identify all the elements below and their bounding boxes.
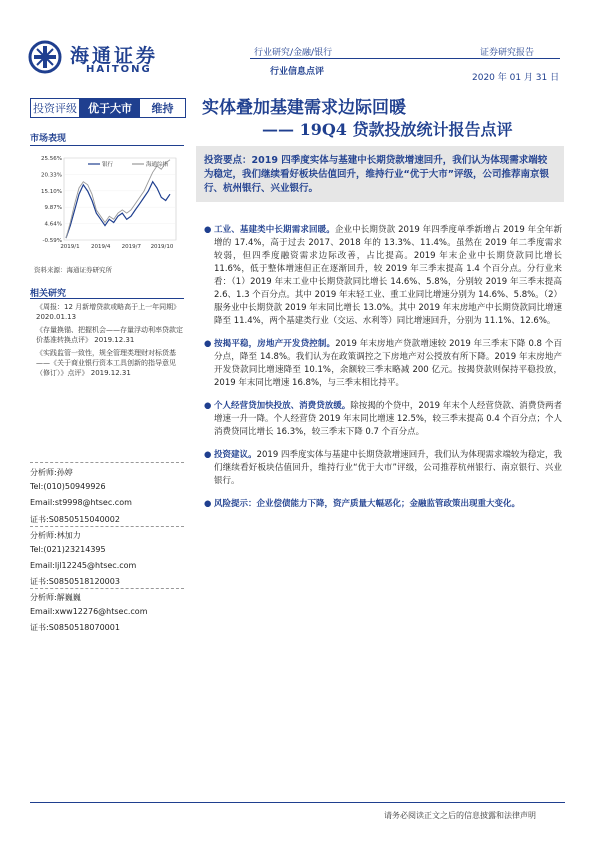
x-tick-label: 2019/1 bbox=[60, 244, 80, 250]
key-point bbox=[204, 498, 562, 511]
analyst-email[interactable]: Email:st9998@htsec.com bbox=[30, 498, 132, 507]
key-point-text: 2019 四季度实体与基建中长期贷款增速回升，我们认为体现需求端较为稳定，我们继续看好板块估值回升，维持行业“优于大市”评级，公司推荐杭州银行、南京银行、兴业银行。 bbox=[214, 450, 562, 486]
key-point-lead: 工业、基建类中长期需求回暖。 bbox=[214, 225, 335, 235]
key-point-lead: 个人经营贷加快投放、消费贷放缓。 bbox=[214, 401, 351, 411]
y-tick-label: 15.10% bbox=[41, 188, 62, 195]
report-subtitle: —— 19Q4 贷款投放统计报告点评 bbox=[262, 120, 513, 139]
related-item-date: 2020.01.13 bbox=[36, 313, 77, 321]
related-rule bbox=[30, 298, 184, 299]
bullet-icon: ● bbox=[204, 225, 212, 235]
key-point-lead: 风险提示： bbox=[214, 499, 257, 509]
key-point-text: 企业偿债能力下降，资产质量大幅恶化；金融监管政策出现重大变化。 bbox=[256, 499, 521, 509]
key-point-lead: 按揭平稳，房地产开发贷控制。 bbox=[214, 339, 336, 349]
analyst-tel: Tel:(010)50949926 bbox=[30, 482, 106, 491]
x-tick-label: 2019/10 bbox=[150, 244, 174, 250]
haitong-logo-icon bbox=[28, 40, 62, 74]
header-date: 2020 年 01 月 31 日 bbox=[472, 73, 560, 83]
analyst-email[interactable]: Email:ljl12245@htsec.com bbox=[30, 561, 137, 570]
y-tick-label: 20.33% bbox=[41, 172, 62, 179]
rating-bar bbox=[30, 98, 186, 118]
x-tick-label: 2019/4 bbox=[90, 244, 111, 250]
header-doc-type: 行业信息点评 bbox=[270, 67, 325, 77]
rating-label: 投资评级 bbox=[31, 99, 80, 117]
key-point bbox=[204, 224, 562, 328]
bullet-icon: ● bbox=[204, 401, 212, 411]
y-tick-label: 25.56% bbox=[41, 156, 62, 162]
market-heading: 市场表现 bbox=[30, 134, 67, 144]
analyst-name: 分析师:解巍巍 bbox=[30, 593, 81, 602]
chart-frame bbox=[64, 158, 176, 240]
header-rule bbox=[250, 58, 560, 59]
analyst-tel: Tel:(021)23214395 bbox=[30, 545, 106, 554]
analyst-cert: 证书:S0850518070001 bbox=[30, 623, 120, 632]
x-tick-label: 2019/7 bbox=[121, 244, 142, 250]
related-heading: 相关研究 bbox=[30, 289, 67, 299]
market-rule bbox=[30, 145, 184, 146]
key-point bbox=[204, 338, 562, 390]
analyst-cert: 证书:S0850515040002 bbox=[30, 515, 120, 524]
rating-value: 优于大市 bbox=[80, 99, 140, 117]
bullet-icon: ● bbox=[204, 450, 212, 460]
series-line-1 bbox=[66, 160, 170, 238]
brand-name-cn: 海通证券 bbox=[70, 45, 159, 67]
y-tick-label: 9.87% bbox=[44, 205, 62, 212]
series-line-0 bbox=[66, 182, 170, 238]
rating-change: 维持 bbox=[151, 102, 174, 115]
related-list bbox=[36, 302, 186, 378]
analyst-name: 分析师:孙婷 bbox=[30, 468, 73, 477]
related-item[interactable] bbox=[36, 348, 186, 378]
legend-label: 海通综指 bbox=[146, 162, 169, 168]
analyst-divider bbox=[30, 462, 184, 463]
report-title: 实体叠加基建需求边际回暖 bbox=[202, 98, 406, 118]
analyst-divider bbox=[30, 588, 184, 589]
analyst-divider bbox=[30, 526, 184, 527]
related-item-date: 2019.12.31 bbox=[90, 369, 131, 377]
legend-label: 银行 bbox=[102, 162, 114, 168]
key-point bbox=[204, 449, 562, 488]
related-item[interactable] bbox=[36, 302, 186, 322]
key-point-text: 2019 年末房地产贷款增速较 2019 年三季末下降 0.8 个百分点，降至 14.8%。我们认为在政策调控之下房地产对公授放有所下降。2019 年末房地产开发贷款同比增速降至 10.1%，余额较三季末略减 200 亿元。按揭贷款则保持平稳投放，2019 年末同比增速 16.8%，与三季末相比持平。 bbox=[214, 339, 562, 388]
bullet-icon: ● bbox=[204, 499, 212, 509]
footer-rule bbox=[30, 802, 565, 803]
analyst-name: 分析师:林加力 bbox=[30, 531, 81, 540]
related-item-title: 《实践监管一致性，规全管理类理财对标货基——《关于商业银行资本工具创新的指导意见（修订）》点评》 bbox=[36, 349, 176, 377]
related-item-title: 《周报：12 月新增贷款或略高于上一年同期》 bbox=[36, 303, 181, 311]
market-performance-chart bbox=[30, 150, 184, 258]
header-report-label: 证券研究报告 bbox=[480, 48, 535, 58]
key-point-lead: 投资建议。 bbox=[214, 450, 257, 460]
related-item-date: 2019.12.31 bbox=[94, 336, 135, 344]
analyst-cert: 证书:S0850518120003 bbox=[30, 577, 120, 586]
investment-summary: 投资要点：2019 四季度实体与基建中长期贷款增速回升，我们认为体现需求端较为稳定，我们继续看好板块估值回升，维持行业“优于大市”评级，公司推荐南京银行、杭州银行、兴业银行。 bbox=[196, 146, 564, 202]
brand-name-en: HAITONG bbox=[86, 64, 152, 75]
related-item-title: 《存量换锚、把握机会——存量浮动利率贷款定价基准转换点评》 bbox=[36, 326, 183, 344]
analyst-email[interactable]: Email:xww12276@htsec.com bbox=[30, 607, 148, 616]
footer-disclaimer: 请务必阅读正文之后的信息披露和法律声明 bbox=[384, 811, 536, 820]
y-tick-label: -0.59% bbox=[42, 238, 62, 244]
chart-source: 资料来源：海通证券研究所 bbox=[34, 266, 112, 274]
key-points bbox=[204, 224, 562, 521]
bullet-icon: ● bbox=[204, 339, 212, 349]
y-tick-label: 4.64% bbox=[44, 221, 62, 228]
header-category: 行业研究/金融/银行 bbox=[254, 48, 333, 58]
key-point-text: 企业中长期贷款 2019 年四季度单季新增占 2019 年全年新增的 17.4%，高于过去 2017、2018 年的 13.3%、11.4%。虽然在 2019 年二季度需求较弱，但四季度融资需求边际改善，占比提高。2019 年末企业中长期贷款同比增长 11.6%，低于整体增速但正在逐渐回升，较 2019 年三季末提高 1.4 个百分点。分行业来看：（1）2019 年末工业中长期贷款同比增长 14.6%、5.8%，分别较 2019 年三季末提高 2.6、1.3 个百分点。其中 2019 年末轻工业、重工业同比增速分别为 14.6%、5.8%。（2）服务业中长期贷款 2019 年末同比增长 13.0%。其中 2019 年末房地产中长期贷款同比增速降至 11.4%，两个基建类行业（交运、水利等）同比增速回升，分别为 11.1%、12.6%。 bbox=[214, 225, 562, 326]
key-point-text: 除按揭的个贷中，2019 年末个人经营贷款、消费贷两者增速一升一降。个人经营贷 2019 年末同比增速 12.5%，较三季末提高 0.4 个百分点；个人消费贷同比增长 16.3%，较三季末下降 0.7 个百分点。 bbox=[214, 401, 562, 437]
key-point bbox=[204, 400, 562, 439]
related-item[interactable] bbox=[36, 325, 186, 345]
